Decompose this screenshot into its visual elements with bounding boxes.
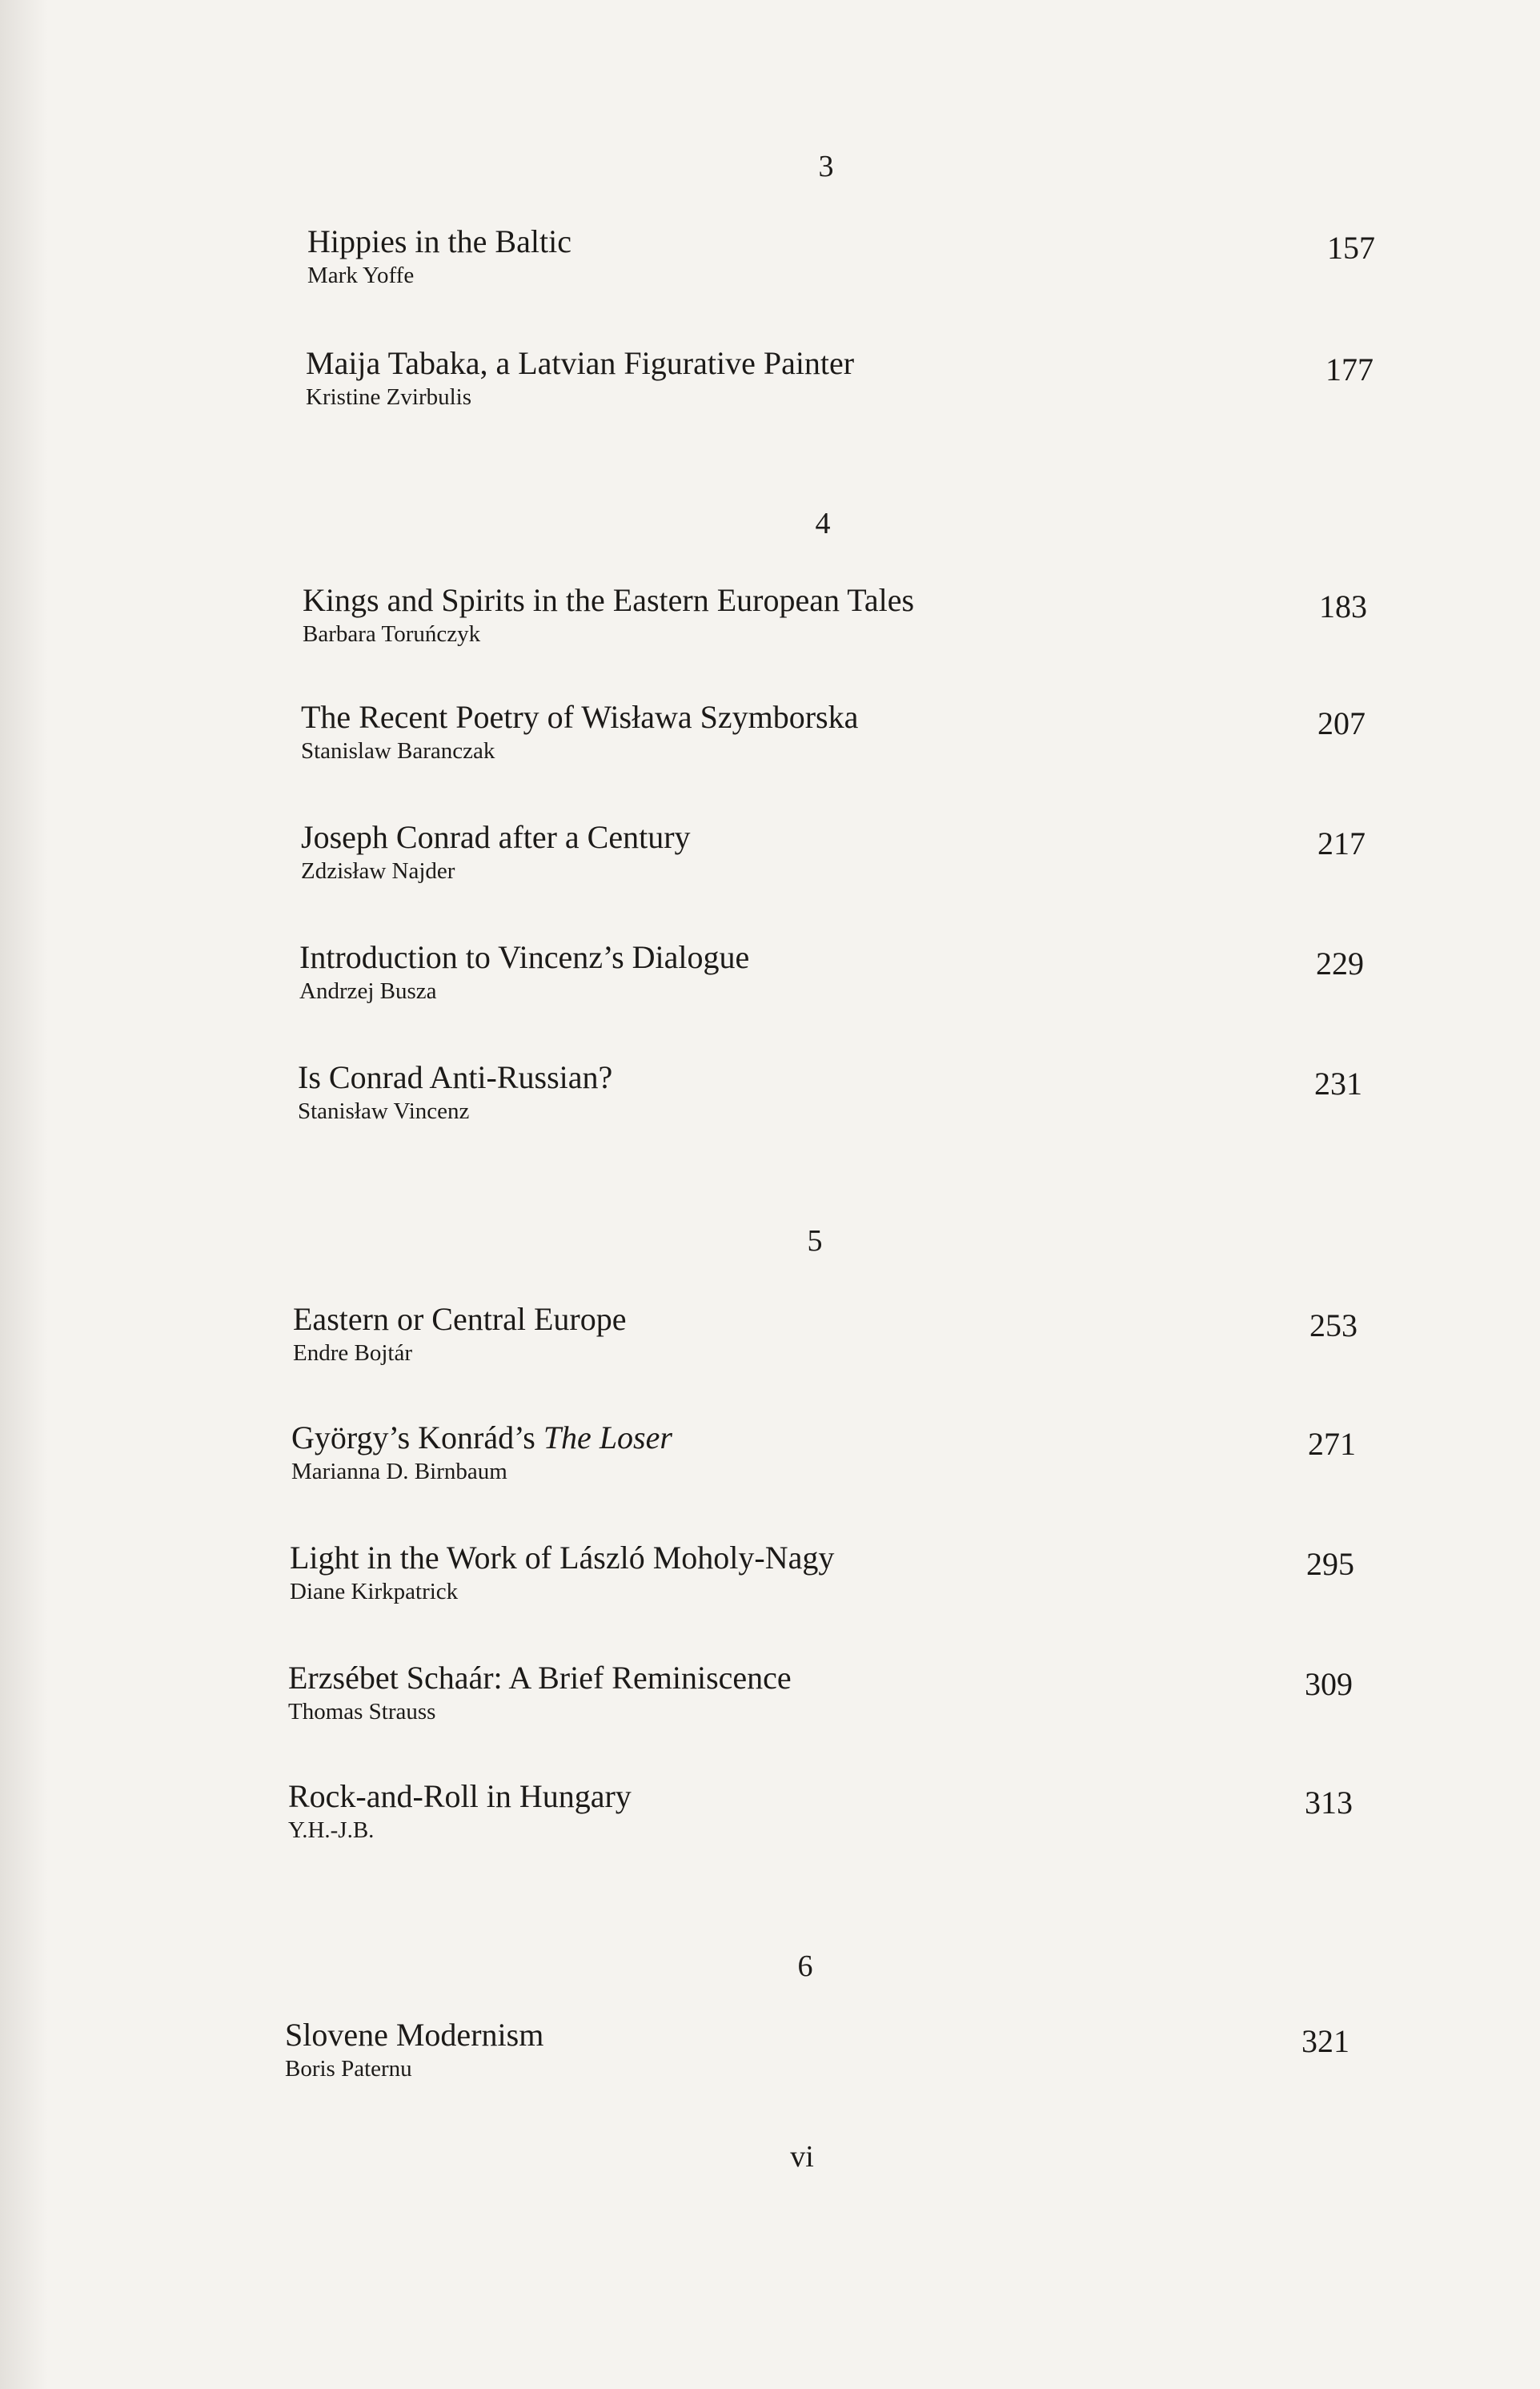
toc-entry — [306, 344, 1374, 412]
entry-title: Eastern or Central Europe — [293, 1301, 627, 1337]
entry-author: Barbara Toruńczyk — [303, 621, 481, 647]
entry-title: Erzsébet Schaár: A Brief Reminiscence — [288, 1660, 792, 1696]
entry-page-number: 183 — [1319, 588, 1367, 624]
entry-author: Stanisław Vincenz — [298, 1098, 470, 1124]
entry-author: Boris Paternu — [285, 2056, 412, 2082]
entry-author: Mark Yoffe — [307, 263, 415, 288]
entry-page-number: 177 — [1325, 351, 1374, 387]
entry-title — [291, 1419, 1356, 1457]
entry-title: Hippies in the Baltic — [307, 223, 571, 259]
entry-page-number: 313 — [1305, 1785, 1353, 1821]
toc-entry — [299, 938, 1364, 1006]
toc-entry — [291, 1419, 1356, 1486]
entry-author: Y.H.-J.B. — [288, 1817, 375, 1843]
toc-entry — [303, 581, 1367, 648]
toc-entry — [290, 1539, 1354, 1606]
entry-page-number: 321 — [1301, 2023, 1350, 2059]
entry-title: Is Conrad Anti-Russian? — [298, 1059, 613, 1095]
section-number: 3 — [818, 150, 834, 183]
entry-page-number: 231 — [1314, 1066, 1362, 1102]
entry-page-number: 309 — [1305, 1666, 1353, 1702]
entry-page-number: 217 — [1317, 825, 1366, 861]
entry-author: Thomas Strauss — [288, 1699, 436, 1724]
toc-entry — [307, 223, 1375, 290]
entry-title: Maija Tabaka, a Latvian Figurative Painter — [306, 345, 855, 381]
entry-page-number: 157 — [1327, 230, 1375, 266]
entry-author: Andrzej Busza — [299, 978, 437, 1004]
toc-entry — [285, 2016, 1350, 2083]
toc-entry — [301, 818, 1366, 885]
entry-title: Slovene Modernism — [285, 2017, 544, 2053]
entry-author: Zdzisław Najder — [301, 858, 455, 884]
toc-entry — [288, 1659, 1353, 1726]
entry-author: Diane Kirkpatrick — [290, 1579, 459, 1604]
entry-author: Marianna D. Birnbaum — [291, 1459, 507, 1484]
entry-title-italic: The Loser — [543, 1419, 672, 1455]
entry-page-number: 271 — [1308, 1426, 1356, 1462]
entry-title: Introduction to Vincenz’s Dialogue — [299, 939, 750, 975]
entry-title: Light in the Work of László Moholy-Nagy — [290, 1540, 835, 1576]
entry-author: Endre Bojtár — [293, 1340, 412, 1366]
entry-author: Kristine Zvirbulis — [306, 384, 472, 410]
entry-page-number: 229 — [1316, 946, 1364, 982]
toc-entry — [293, 1300, 1358, 1367]
entry-page-number: 295 — [1306, 1546, 1354, 1582]
section-number: 5 — [807, 1224, 823, 1258]
entry-author: Stanislaw Baranczak — [301, 738, 495, 764]
toc-entry — [288, 1777, 1353, 1845]
section-number: 4 — [815, 507, 831, 540]
entry-page-number: 207 — [1317, 705, 1366, 741]
page-folio: vi — [790, 2140, 814, 2174]
toc-entry — [298, 1058, 1362, 1126]
entry-page-number: 253 — [1309, 1307, 1358, 1343]
section-number: 6 — [797, 1949, 813, 1983]
entry-title: The Recent Poetry of Wisława Szymborska — [301, 699, 859, 735]
entry-title: Kings and Spirits in the Eastern European Tales — [303, 582, 915, 618]
entry-title-text: György’s Konrád’s — [291, 1419, 543, 1455]
entry-title: Joseph Conrad after a Century — [301, 819, 691, 855]
toc-entry — [301, 698, 1366, 765]
entry-title: Rock-and-Roll in Hungary — [288, 1778, 632, 1814]
